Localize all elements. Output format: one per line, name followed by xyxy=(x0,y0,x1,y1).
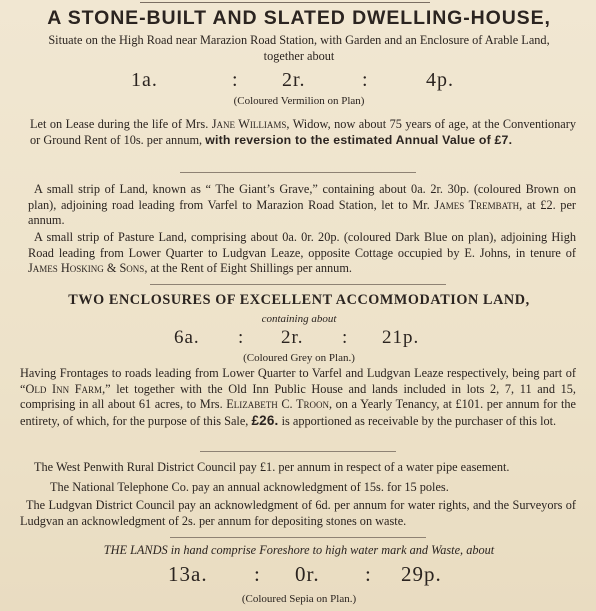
measure-roods: 2r. xyxy=(282,69,306,91)
top-rule xyxy=(140,2,430,3)
measure-acres: 13a. xyxy=(168,562,208,586)
tenant-name: James Trembath xyxy=(434,197,520,212)
measure-separator: : xyxy=(342,327,349,348)
dwelling-house-subtitle xyxy=(12,33,586,64)
ludgvan-acknowledgment: The Ludgvan District Council pay an acknowledgment of 6d. per annum for water rights, and the Surveyors of Ludgvan an acknowledgment of 2s. per annum for depositing stones on waste. xyxy=(20,498,576,528)
giants-grave-text: , at £2. per annum. xyxy=(28,197,576,228)
lease-paragraph xyxy=(30,117,576,148)
measure-separator: : xyxy=(254,562,261,586)
giants-grave-paragraph xyxy=(28,182,576,229)
farm-name: Old Inn Farm xyxy=(25,381,103,396)
giants-grave-text: A small strip of Land, known as “ The Giant’s Grave,” containing about 0a. 2r. 30p. (coloured Brown on plan), adjoining road leading from Varfel to Marazion Road Station, let to Mr. xyxy=(28,182,576,212)
tenant-name: James Hosking & Sons xyxy=(28,261,145,276)
reversion-value: with reversion to the estimated Annual Value of £7. xyxy=(205,132,513,147)
lands-lead: THE LANDS xyxy=(103,543,168,557)
measure-acres: 1a. xyxy=(131,69,158,91)
subtitle-line-2: together about xyxy=(263,48,335,63)
divider xyxy=(180,172,416,173)
measure-separator: : xyxy=(365,562,372,586)
measure-perches: 29p. xyxy=(401,562,442,586)
plan-note-sepia: (Coloured Sepia on Plan.) xyxy=(241,593,357,605)
pasture-text: , at the Rent of Eight Shillings per annum. xyxy=(144,261,352,276)
measure-separator: : xyxy=(362,69,369,91)
accommodation-land-heading: TWO ENCLOSURES OF EXCELLENT ACCOMMODATION LAND, xyxy=(68,292,530,308)
frontages-paragraph xyxy=(20,366,576,429)
tenant-name: Jane Williams xyxy=(211,117,287,131)
frontages-text: is apportioned as receivable by the purchaser of this lot. xyxy=(281,413,557,428)
plan-note-grey: (Coloured Grey on Plan.) xyxy=(243,352,355,364)
measure-separator: : xyxy=(238,327,245,348)
water-pipe-easement: The West Penwith Rural District Council pay £1. per annum in respect of a water pipe easement. xyxy=(34,460,510,474)
divider xyxy=(170,537,426,538)
subtitle-line-1: Situate on the High Road near Marazion Road Station, with Garden and an Enclosure of Arable Land, xyxy=(48,33,550,47)
measure-acres: 6a. xyxy=(174,327,200,348)
dwelling-house-heading: A STONE-BUILT AND SLATED DWELLING-HOUSE, xyxy=(47,7,551,29)
pasture-paragraph xyxy=(28,230,576,277)
measure-roods: 0r. xyxy=(295,562,320,586)
divider xyxy=(150,284,446,285)
measure-separator: : xyxy=(232,69,239,91)
plan-note-vermilion: (Coloured Vermilion on Plan) xyxy=(233,95,365,107)
frontages-text: , on a Yearly Tenancy, at £101. per annum for the entirety, of which, for the purpose of this Sale, xyxy=(20,397,576,428)
pasture-text: A small strip of Pasture Land, comprising about 0a. 0r. 20p. (coloured Dark Blue on plan), adjoining High Road leading from Lower Quarter to Ludgvan Leaze, opposite Cottage occupied by E. Johns, in tenure of xyxy=(28,230,576,260)
tenant-name: Elizabeth C. Troon xyxy=(226,397,329,412)
lease-text: Let on Lease during the life of Mrs. xyxy=(30,117,209,131)
divider xyxy=(200,451,396,452)
measure-perches: 21p. xyxy=(382,327,420,348)
frontages-text: ,” let together with the Old Inn Public House and lands included in lots 2, 7, 11 and 15, comprising in all about 61 acres, to Mrs. xyxy=(20,381,576,412)
apportioned-amount: £26. xyxy=(251,412,279,428)
measure-roods: 2r. xyxy=(281,327,304,348)
lease-text: , Widow, now about 75 years of age, at the Conventionary or Ground Rent of 10s. per annum, xyxy=(30,117,576,147)
telephone-acknowledgment: The National Telephone Co. pay an annual acknowledgment of 15s. for 15 poles. xyxy=(50,480,449,494)
lands-in-hand xyxy=(12,543,586,558)
measure-perches: 4p. xyxy=(426,69,454,91)
lands-text: in hand comprise Foreshore to high water mark and Waste, about xyxy=(170,543,495,557)
frontages-text: Having Frontages to roads leading from Lower Quarter to Varfel and Ludgvan Leaze respectively, being part of “ xyxy=(20,366,576,396)
containing-about: containing about xyxy=(261,313,337,325)
